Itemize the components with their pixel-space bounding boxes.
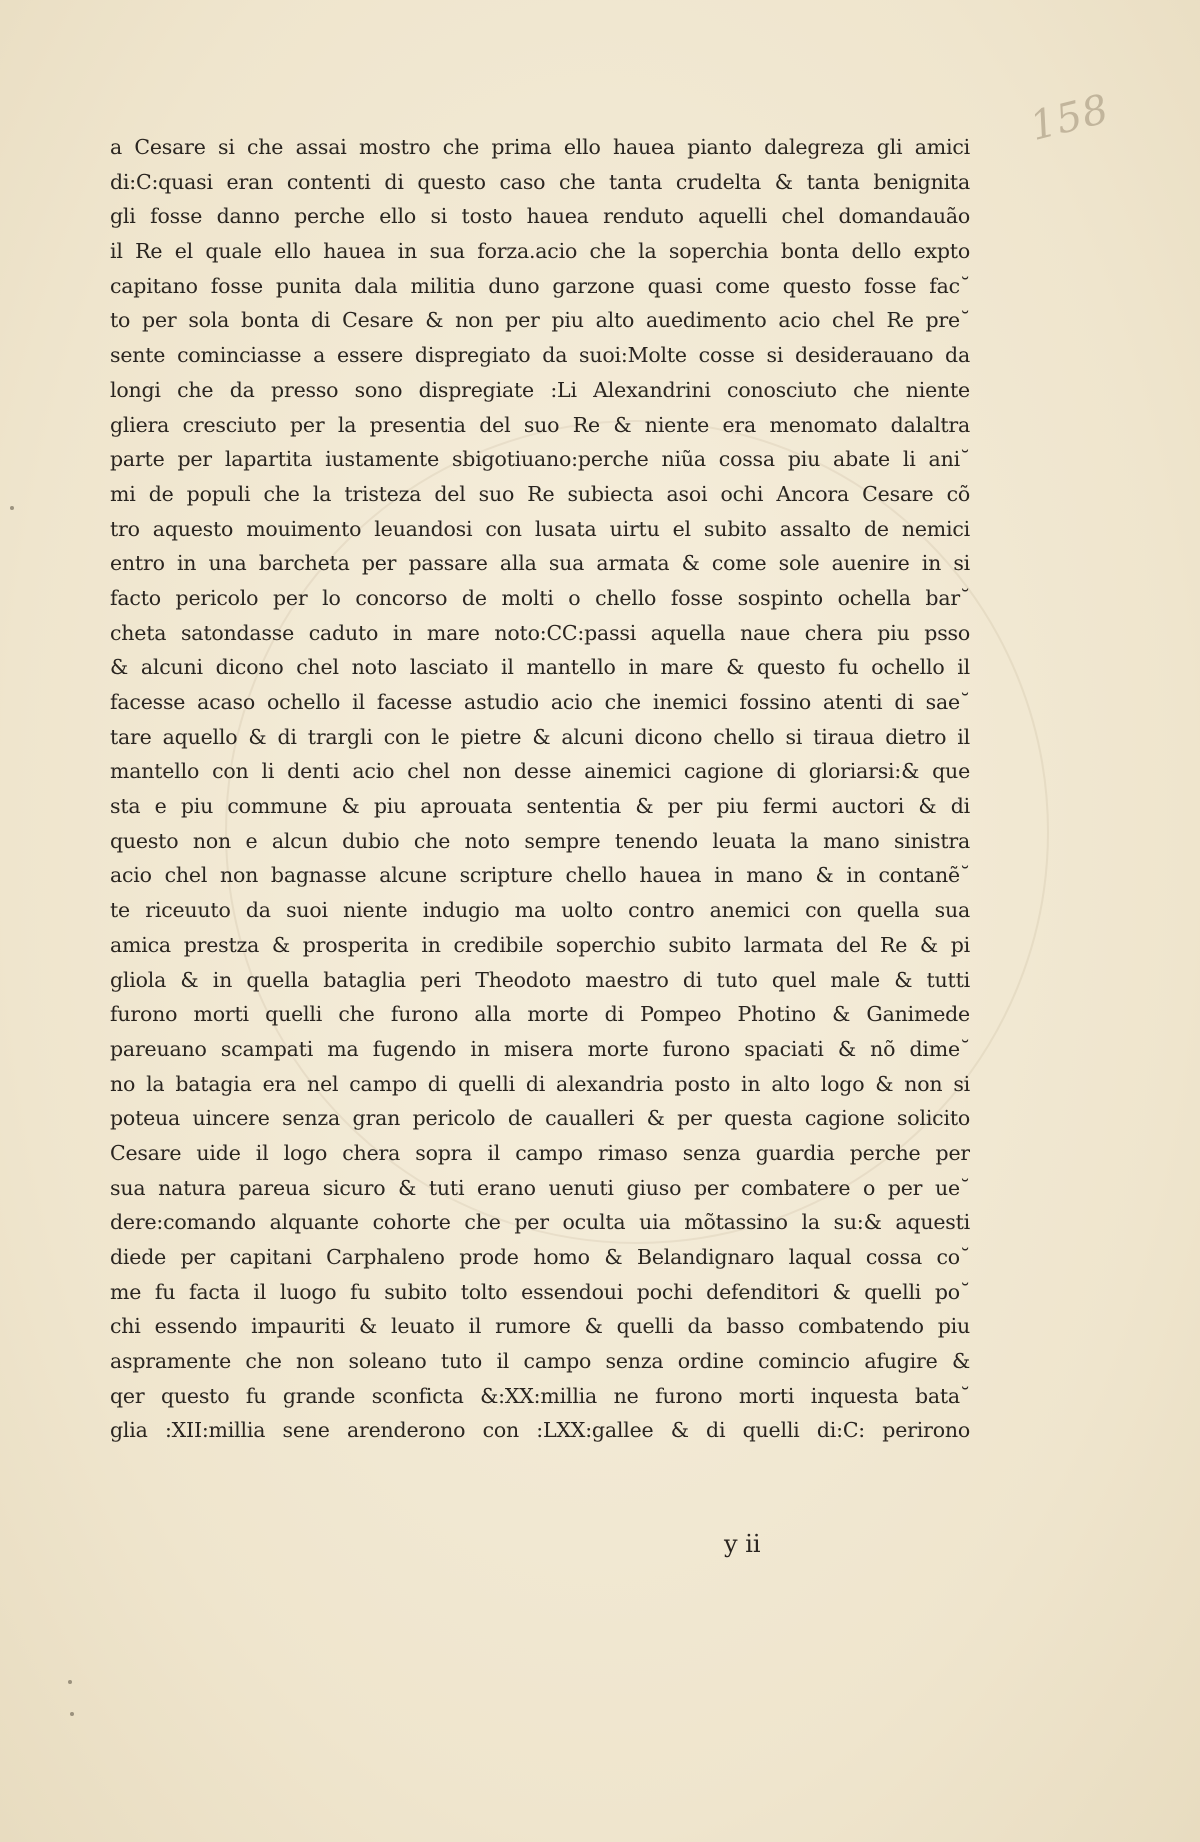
text-line: longi che da presso sono dispregiate :Li Alexandrini conosciuto che niente bbox=[110, 377, 970, 402]
text-line: gliera cresciuto per la presentia del suo Re & niente era menomato dalaltra bbox=[110, 412, 970, 437]
text-line: parte per lapartita iustamente sbigotiuano:perche niũa cossa piu abate li ani˘ bbox=[110, 447, 970, 472]
text-line: glia :XII:millia sene arenderono con :LXX:gallee & di quelli di:C: perirono bbox=[110, 1418, 970, 1443]
text-line: acio chel non bagnasse alcune scripture chello hauea in mano & in contanẽ˘ bbox=[110, 863, 970, 888]
text-line: me fu facta il luogo fu subito tolto essendoui pochi defenditori & quelli po˘ bbox=[110, 1279, 970, 1304]
text-line: to per sola bonta di Cesare & non per piu alto auedimento acio chel Re pre˘ bbox=[110, 308, 970, 333]
text-line: entro in una barcheta per passare alla sua armata & come sole auenire in si bbox=[110, 551, 970, 576]
text-line: sta e piu commune & piu aprouata sententia & per piu fermi auctori & di bbox=[110, 794, 970, 819]
text-line: sua natura pareua sicuro & tuti erano uenuti giuso per combatere o per ue˘ bbox=[110, 1175, 970, 1200]
margin-speck bbox=[10, 506, 14, 510]
folio-number: 158 bbox=[1025, 86, 1114, 150]
signature-mark: y ii bbox=[724, 1530, 761, 1558]
text-line: no la batagia era nel campo di quelli di alexandria posto in alto logo & non si bbox=[110, 1071, 970, 1096]
text-line: furono morti quelli che furono alla morte di Pompeo Photino & Ganimede bbox=[110, 1002, 970, 1027]
text-line: te riceuuto da suoi niente indugio ma uolto contro anemici con quella sua bbox=[110, 898, 970, 923]
text-line: tare aquello & di trargli con le pietre & alcuni dicono chello si tiraua dietro il bbox=[110, 724, 970, 749]
text-body bbox=[110, 130, 970, 1448]
text-line: a Cesare si che assai mostro che prima ello hauea pianto dalegreza gli amici bbox=[110, 135, 970, 159]
text-line: mi de populi che la tristeza del suo Re subiecta asoi ochi Ancora Cesare cõ bbox=[110, 481, 970, 506]
text-line: tro aquesto mouimento leuandosi con lusata uirtu el subito assalto de nemici bbox=[110, 516, 970, 541]
text-line: amica prestza & prosperita in credibile soperchio subito larmata del Re & pi bbox=[110, 932, 970, 957]
text-line: mantello con li denti acio chel non desse ainemici cagione di gloriarsi:& que bbox=[110, 759, 970, 784]
text-line: chi essendo impauriti & leuato il rumore & quelli da basso combatendo piu bbox=[110, 1314, 970, 1339]
text-line: facto pericolo per lo concorso de molti o chello fosse sospinto ochella bar˘ bbox=[110, 585, 970, 610]
text-line: gli fosse danno perche ello si tosto hauea renduto aquelli chel domandauão bbox=[110, 204, 970, 229]
text-line: dere:comando alquante cohorte che per oculta uia mõtassino la su:& aquesti bbox=[110, 1210, 970, 1235]
text-line: facesse acaso ochello il facesse astudio acio che inemici fossino atenti di sae˘ bbox=[110, 690, 970, 714]
text-line: questo non e alcun dubio che noto sempre tenendo leuata la mano sinistra bbox=[110, 828, 970, 853]
text-line: capitano fosse punita dala militia duno garzone quasi come questo fosse fac˘ bbox=[110, 273, 970, 298]
text-line: il Re el quale ello hauea in sua forza.acio che la soperchia bonta dello expto bbox=[110, 239, 970, 264]
text-line: diede per capitani Carphaleno prode homo & Belandignaro laqual cossa co˘ bbox=[110, 1245, 970, 1269]
text-line: Cesare uide il logo chera sopra il campo rimaso senza guardia perche per bbox=[110, 1140, 970, 1165]
text-line: gliola & in quella bataglia peri Theodoto maestro di tuto quel male & tutti bbox=[110, 967, 970, 992]
text-line: pareuano scampati ma fugendo in misera morte furono spaciati & nõ dime˘ bbox=[110, 1036, 970, 1061]
text-line: & alcuni dicono chel noto lasciato il mantello in mare & questo fu ochello il bbox=[110, 655, 970, 680]
margin-speck bbox=[68, 1680, 72, 1684]
text-line: sente cominciasse a essere dispregiato da suoi:Molte cosse si desiderauano da bbox=[110, 343, 970, 368]
text-line: poteua uincere senza gran pericolo de caualleri & per questa cagione solicito bbox=[110, 1106, 970, 1131]
margin-speck bbox=[70, 1712, 74, 1716]
text-line: qer questo fu grande sconficta &:XX:millia ne furono morti inquesta bata˘ bbox=[110, 1383, 970, 1408]
text-line: aspramente che non soleano tuto il campo senza ordine comincio afugire & bbox=[110, 1349, 970, 1374]
text-line: di:C:quasi eran contenti di questo caso che tanta crudelta & tanta benignita bbox=[110, 169, 970, 194]
text-line: cheta satondasse caduto in mare noto:CC:passi aquella naue chera piu pssο bbox=[110, 620, 970, 645]
